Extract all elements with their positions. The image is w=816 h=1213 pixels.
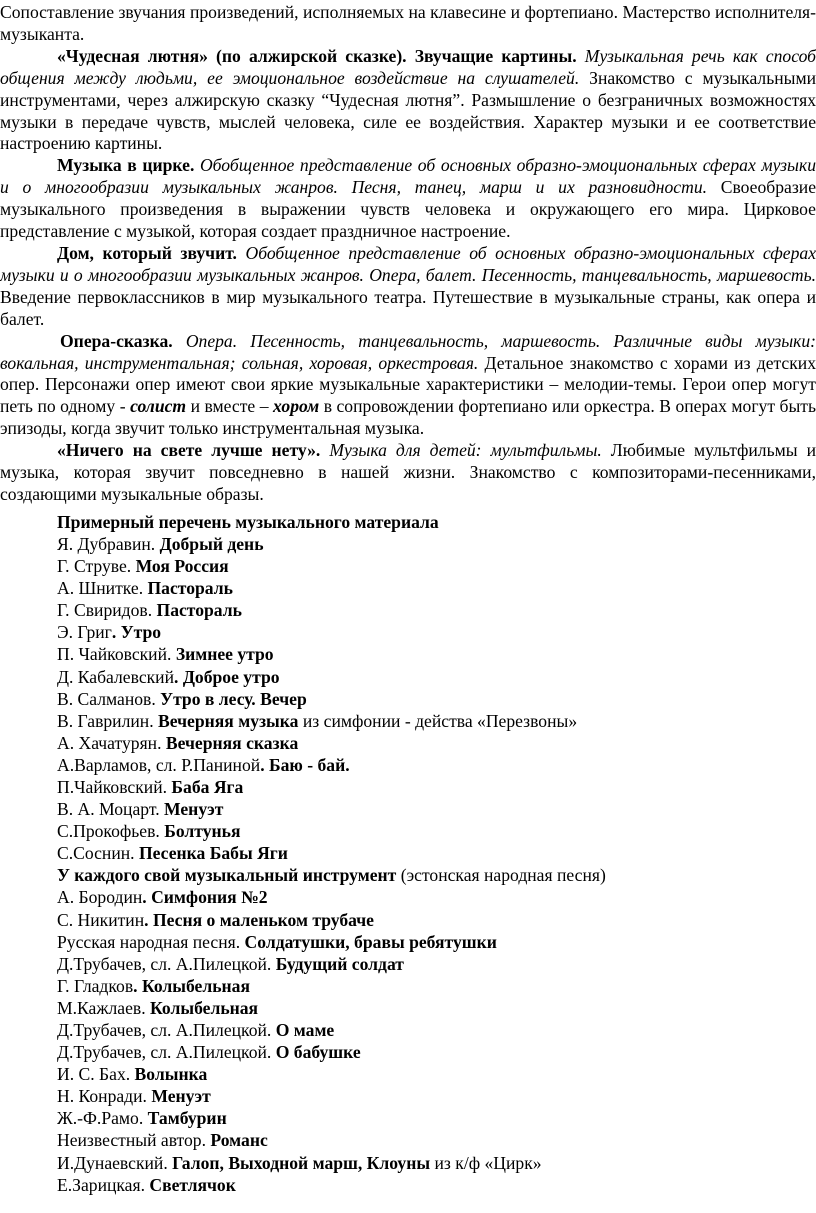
body-text: М.Кажлаев.	[57, 997, 151, 1018]
body-text: Д.Трубачев, сл. А.Пилецкой.	[57, 953, 276, 974]
paragraph	[0, 155, 816, 243]
emphasis-text: Галоп, Выходной марш, Клоуны	[172, 1152, 431, 1173]
emphasis-text: Солдатушки, бравы ребятушки	[244, 931, 497, 952]
body-text	[577, 46, 585, 66]
list-title: Примерный перечень музыкального материала	[57, 511, 439, 532]
emphasis-text: Баба Яга	[171, 776, 244, 797]
list-item	[57, 1019, 816, 1041]
emphasis-text: Утро в лесу. Вечер	[160, 688, 307, 709]
list-item	[57, 666, 816, 688]
body-text: В. А. Моцарт.	[57, 799, 164, 820]
emphasis-text: Моя Россия	[135, 556, 229, 577]
paragraph	[0, 2, 816, 46]
emphasis-text: Вечерняя сказка	[165, 732, 299, 753]
list-item	[57, 1085, 816, 1107]
list-item	[57, 997, 816, 1019]
text-paragraphs	[0, 2, 816, 506]
list-item	[57, 975, 816, 997]
list-item	[57, 1174, 816, 1196]
list-item	[57, 864, 816, 886]
emphasis-text: О бабушке	[275, 1042, 361, 1063]
body-text: и вместе –	[186, 396, 274, 417]
body-text: Г. Свиридов.	[57, 600, 157, 621]
body-text: Знакомство с музыкальными инструментами, через алжирскую сказку “Чудесная лютня”. Размышление о безграничных возможностях музыки в передаче чувств, мыслей человека, силе ее воздействия. Характер музыки и ее соответствие настроению картины.	[0, 67, 816, 154]
emphasis-text: Болтунья	[164, 821, 241, 842]
emphasis-text: Тамбурин	[147, 1108, 227, 1129]
body-text: Г. Струве.	[57, 556, 136, 577]
emphasis-text: Менуэт	[164, 799, 224, 820]
paragraph	[0, 46, 816, 156]
body-text: Своеобразие музыкального произведения в выражении чувств человека и окружающего его мира. Цирковое представление с музыкой, которая создает праздничное настроение.	[0, 177, 816, 242]
list-item	[57, 776, 816, 798]
body-text: в сопровождении фортепиано или оркестра. В операх могут быть эпизоды, когда звучит только инструментальная музыка.	[0, 396, 816, 439]
emphasis-text: Менуэт	[151, 1086, 211, 1107]
emphasis-text: Романс	[210, 1130, 268, 1151]
emphasis-text: Пастораль	[156, 600, 242, 621]
body-text: Любимые мультфильмы и музыка, которая звучит повседневно в нашей жизни. Знакомство с композиторами-песенниками, создающими музыкальные образы.	[0, 440, 816, 504]
body-text: П.Чайковский.	[57, 776, 172, 797]
emphasis-text: Опера-сказка.	[60, 330, 173, 351]
body-text	[320, 440, 329, 460]
body-text: Детальное знакомство с хорами из детских опер. Персонажи опер имеют свои яркие музыкальные характеристики – мелодии-темы. Герои опер могут петь по одному -	[0, 352, 816, 417]
emphasis-text: Песенка Бабы Яги	[138, 843, 288, 864]
body-text: Д.Трубачев, сл. А.Пилецкой.	[57, 1042, 276, 1063]
body-text: (эстонская народная песня)	[396, 865, 606, 886]
body-text	[237, 243, 246, 263]
body-text: В. Гаврилин.	[57, 710, 159, 731]
emphasis-text: Обобщенное представление об основных образно-эмоциональных сферах музыки и о многообразии музыкальных жанров. Песня, танец, марш и их разновидности.	[0, 155, 816, 198]
body-text: С.Соснин.	[57, 843, 139, 864]
emphasis-text: Добрый день	[159, 533, 264, 554]
emphasis-text: Музыка в цирке.	[57, 155, 195, 176]
list-item	[57, 732, 816, 754]
body-text: Сопоставление звучания произведений, исполняемых на клавесине и фортепиано. Мастерство исполнителя-музыканта.	[0, 2, 816, 44]
music-material-list	[0, 511, 816, 1196]
emphasis-text: У каждого свой музыкальный инструмент	[57, 865, 397, 886]
body-text: Д.Трубачев, сл. А.Пилецкой.	[57, 1020, 276, 1040]
list-item	[57, 710, 816, 732]
emphasis-text: «Чудесная лютня» (по алжирской сказке). Звучащие картины.	[57, 45, 577, 66]
list-item	[57, 886, 816, 908]
body-text	[173, 331, 186, 351]
list-item	[57, 533, 816, 555]
list-item	[57, 1041, 816, 1063]
body-text: А. Хачатурян.	[57, 732, 166, 753]
body-text: А. Бородин	[57, 887, 143, 908]
body-text: Введение первоклассников в мир музыкального театра. Путешествие в музыкальные страны, как опера и балет.	[0, 286, 816, 329]
list-item	[57, 1107, 816, 1129]
body-text: А. Шнитке.	[57, 578, 148, 599]
body-text: из симфонии - действа «Перезвоны»	[298, 710, 578, 731]
emphasis-text: солист	[130, 396, 187, 417]
list-item	[57, 820, 816, 842]
paragraph	[0, 331, 816, 441]
emphasis-text: . Доброе утро	[174, 666, 280, 687]
list-item	[57, 577, 816, 599]
emphasis-text: Вечерняя музыка	[158, 710, 299, 731]
body-text: С. Никитин	[57, 909, 145, 930]
emphasis-text: хором	[273, 396, 320, 417]
body-text: В. Салманов.	[57, 688, 161, 709]
emphasis-text: Зимнее утро	[175, 644, 274, 665]
body-text: А.Варламов, сл. Р.Паниной	[57, 754, 261, 775]
emphasis-text: . Симфония №2	[142, 887, 268, 908]
emphasis-text: Будущий солдат	[275, 953, 404, 974]
body-text: П. Чайковский.	[57, 644, 176, 665]
emphasis-text: . Баю - бай.	[260, 754, 350, 775]
list-item	[57, 1063, 816, 1085]
list-item	[57, 931, 816, 953]
emphasis-text: . Утро	[111, 622, 162, 643]
body-text: И.Дунаевский.	[57, 1152, 173, 1173]
emphasis-text: Музыка для детей: мультфильмы.	[329, 440, 602, 461]
emphasis-text: О маме	[275, 1020, 335, 1040]
body-text: Д. Кабалевский	[57, 666, 175, 687]
list-item	[57, 643, 816, 665]
paragraph	[0, 243, 816, 331]
body-text: Русская народная песня.	[57, 931, 245, 952]
body-text: из к/ф «Цирк»	[430, 1152, 542, 1173]
list-item	[57, 621, 816, 643]
list-item	[57, 599, 816, 621]
emphasis-text: Дом, который звучит.	[57, 242, 237, 263]
body-text: С.Прокофьев.	[57, 821, 165, 842]
emphasis-text: Колыбельная	[150, 997, 259, 1018]
list-items	[57, 533, 816, 1196]
list-item	[57, 798, 816, 820]
body-text: Ж.-Ф.Рамо.	[57, 1108, 148, 1129]
body-text: И. С. Бах.	[57, 1064, 135, 1085]
body-text: Е.Зарицкая.	[57, 1174, 150, 1195]
emphasis-text: «Ничего на свете лучше нету».	[57, 440, 321, 461]
body-text: Г. Гладков	[57, 975, 134, 996]
list-item	[57, 842, 816, 864]
list-item	[57, 1152, 816, 1174]
body-text: Н. Конради.	[57, 1086, 152, 1107]
emphasis-text: . Колыбельная	[133, 975, 250, 996]
list-item	[57, 953, 816, 975]
list-item	[57, 909, 816, 931]
list-item	[57, 688, 816, 710]
emphasis-text: Обобщенное представление об основных образно-эмоциональных сферах музыки и о многообразии музыкальных жанров. Опера, балет. Песенность, танцевальность, маршевость.	[0, 242, 816, 285]
emphasis-text: . Песня о маленьком трубаче	[144, 909, 374, 930]
body-text: Неизвестный автор.	[57, 1130, 211, 1151]
emphasis-text: Пастораль	[147, 578, 233, 599]
document-body	[0, 2, 816, 1196]
body-text: Я. Дубравин.	[57, 533, 160, 554]
emphasis-text: Светлячок	[149, 1174, 236, 1195]
emphasis-text: Опера. Песенность, танцевальность, маршевость. Различные виды музыки: вокальная, инструментальная; сольная, хоровая, оркестровая.	[0, 330, 816, 373]
list-item	[57, 754, 816, 776]
list-item	[57, 1129, 816, 1151]
paragraph	[0, 440, 816, 506]
emphasis-text: Волынка	[134, 1064, 208, 1085]
list-item	[57, 555, 816, 577]
emphasis-text: Музыкальная речь как способ общения между людьми, ее эмоциональное воздействие на слушателей.	[0, 45, 816, 88]
body-text: Э. Григ	[57, 622, 112, 643]
